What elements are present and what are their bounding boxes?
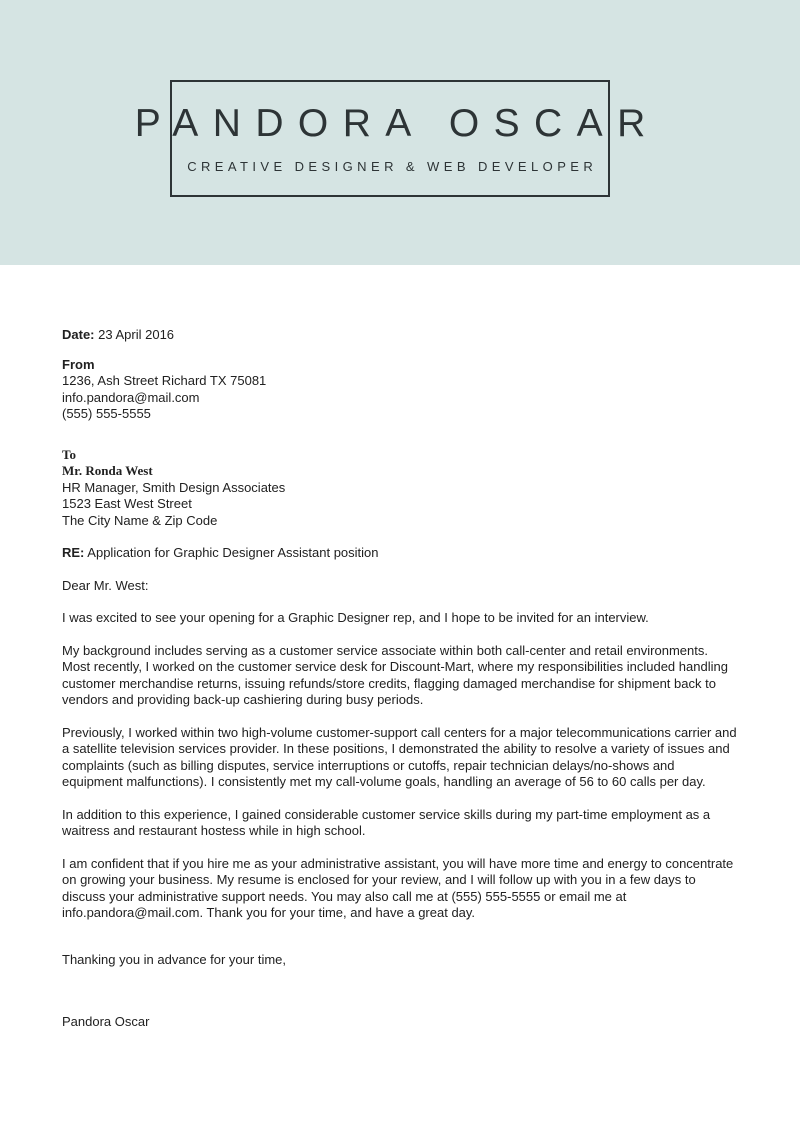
person-name: PANDORA OSCAR (134, 102, 660, 145)
recipient-street: 1523 East West Street (62, 496, 192, 511)
recipient-name: Mr. Ronda West (62, 463, 153, 478)
paragraph-5: I am confident that if you hire me as your administrative assistant, you will have more time and energy to concentrate on growing your business. My resume is enclosed for your review, and I will follow up with you in a few days to discuss your administrative support needs. You may also call me at (555) 555-5555 or email me at info.pandora@mail.com. Thank you for your time, and have a great day. (62, 855, 734, 920)
date-line (62, 327, 738, 344)
header-banner (0, 0, 800, 265)
paragraph-2: My background includes serving as a customer service associate within both call-center and retail environments. Most recently, I worked on the customer service desk for Discount-Mart, where my responsibilities included handling customer merchandise returns, issuing refunds/store credits, flagging damaged merchandise for shipment back to vendors and providing back-up cashiering during busy periods. (62, 642, 728, 707)
re-label: RE: (62, 545, 85, 560)
re-line (62, 545, 738, 562)
paragraph-3: Previously, I worked within two high-volume customer-support call centers for a major telecommunications carrier and a satellite television services provider. In these positions, I demonstrated the ability to resolve a variety of issues and complaints (such as billing disputes, service interruptions or cutoffs, repair technician delays/no-shows and equipment malfunctions). I consistently met my call-volume goals, handling an average of 56 to 60 calls per day. (62, 724, 737, 789)
person-tagline: CREATIVE DESIGNER & WEB DEVELOPER (187, 159, 598, 174)
paragraph-1: I was excited to see your opening for a Graphic Designer rep, and I hope to be invited for an interview. (62, 610, 649, 625)
letter-body (0, 265, 800, 1031)
date-label: Date: (62, 327, 95, 342)
to-label: To (62, 446, 76, 462)
from-address: 1236, Ash Street Richard TX 75081 (62, 373, 267, 388)
signature-name: Pandora Oscar (62, 1014, 150, 1029)
from-phone: (555) 555-5555 (62, 406, 151, 421)
from-block (62, 357, 738, 423)
paragraph-4: In addition to this experience, I gained considerable customer service skills during my part-time employment as a waitress and restaurant hostess while in high school. (62, 806, 711, 838)
salutation: Dear Mr. West: (62, 577, 149, 593)
to-block (62, 447, 738, 530)
from-label: From (62, 356, 95, 372)
closing-line: Thanking you in advance for your time, (62, 951, 287, 967)
re-value: Application for Graphic Designer Assistant position (87, 545, 379, 560)
date-value: 23 April 2016 (98, 327, 175, 342)
recipient-city: The City Name & Zip Code (62, 512, 218, 528)
nameplate-box (134, 80, 660, 197)
from-email: info.pandora@mail.com (62, 389, 200, 405)
recipient-title: HR Manager, Smith Design Associates (62, 479, 286, 495)
